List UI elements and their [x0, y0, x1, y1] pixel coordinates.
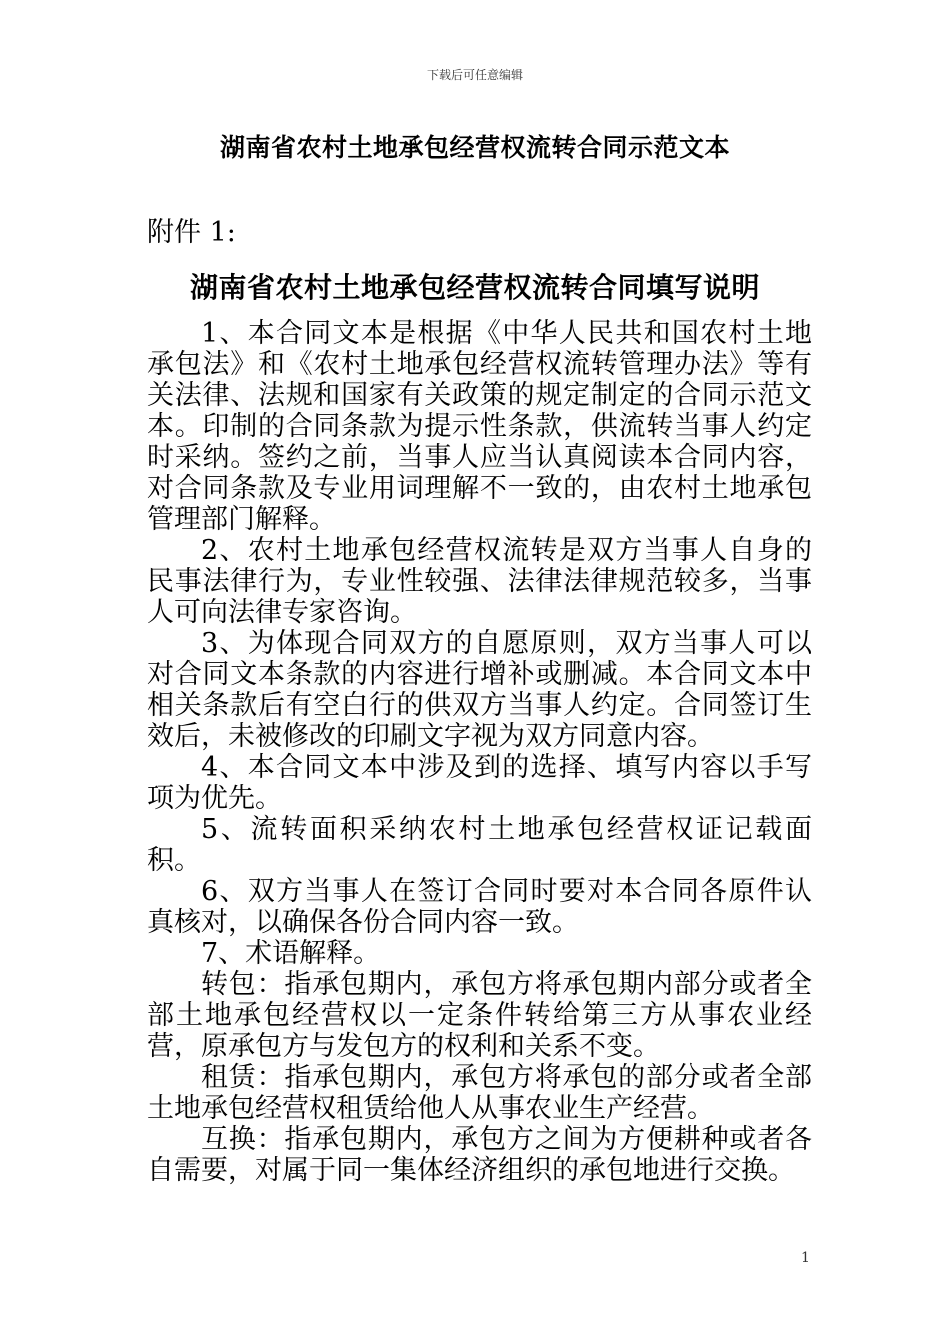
page-number: 1 [801, 1250, 810, 1266]
term-lease: 租赁：指承包期内，承包方将承包的部分或者全部土地承包经营权租赁给他人从事农业生产经营。 [147, 1062, 812, 1124]
paragraph-3: 3、为体现合同双方的自愿原则，双方当事人可以对合同文本条款的内容进行增补或删减。本合同文本中相关条款后有空白行的供双方当事人约定。合同签订生效后，未被修改的印刷文字视为双方同意内容。 [147, 628, 812, 752]
section-title: 湖南省农村土地承包经营权流转合同填写说明 [189, 271, 760, 304]
term-subcontract: 转包：指承包期内，承包方将承包期内部分或者全部土地承包经营权以一定条件转给第三方从事农业经营，原承包方与发包方的权利和关系不变。 [147, 969, 812, 1062]
instructions-body [147, 318, 812, 1186]
attachment-label: 附件 1: [147, 217, 236, 248]
paragraph-1: 1、本合同文本是根据《中华人民共和国农村土地承包法》和《农村土地承包经营权流转管理办法》等有关法律、法规和国家有关政策的规定制定的合同示范文本。印制的合同条款为提示性条款，供流转当事人约定时采纳。签约之前，当事人应当认真阅读本合同内容，对合同条款及专业用词理解不一致的，由农村土地承包管理部门解释。 [147, 318, 812, 535]
paragraph-2: 2、农村土地承包经营权流转是双方当事人自身的民事法律行为，专业性较强、法律法律规范较多，当事人可向法律专家咨询。 [147, 535, 812, 628]
paragraph-6: 6、双方当事人在签订合同时要对本合同各原件认真核对，以确保各份合同内容一致。 [147, 876, 812, 938]
header-note: 下载后可任意编辑 [426, 68, 523, 82]
document-title: 湖南省农村土地承包经营权流转合同示范文本 [219, 133, 730, 162]
paragraph-7: 7、术语解释。 [201, 938, 381, 969]
paragraph-4: 4、本合同文本中涉及到的选择、填写内容以手写项为优先。 [147, 752, 812, 814]
term-exchange: 互换：指承包期内，承包方之间为方便耕种或者各自需要，对属于同一集体经济组织的承包地进行交换。 [147, 1124, 812, 1186]
paragraph-5: 5、流转面积采纳农村土地承包经营权证记载面积。 [147, 814, 812, 876]
